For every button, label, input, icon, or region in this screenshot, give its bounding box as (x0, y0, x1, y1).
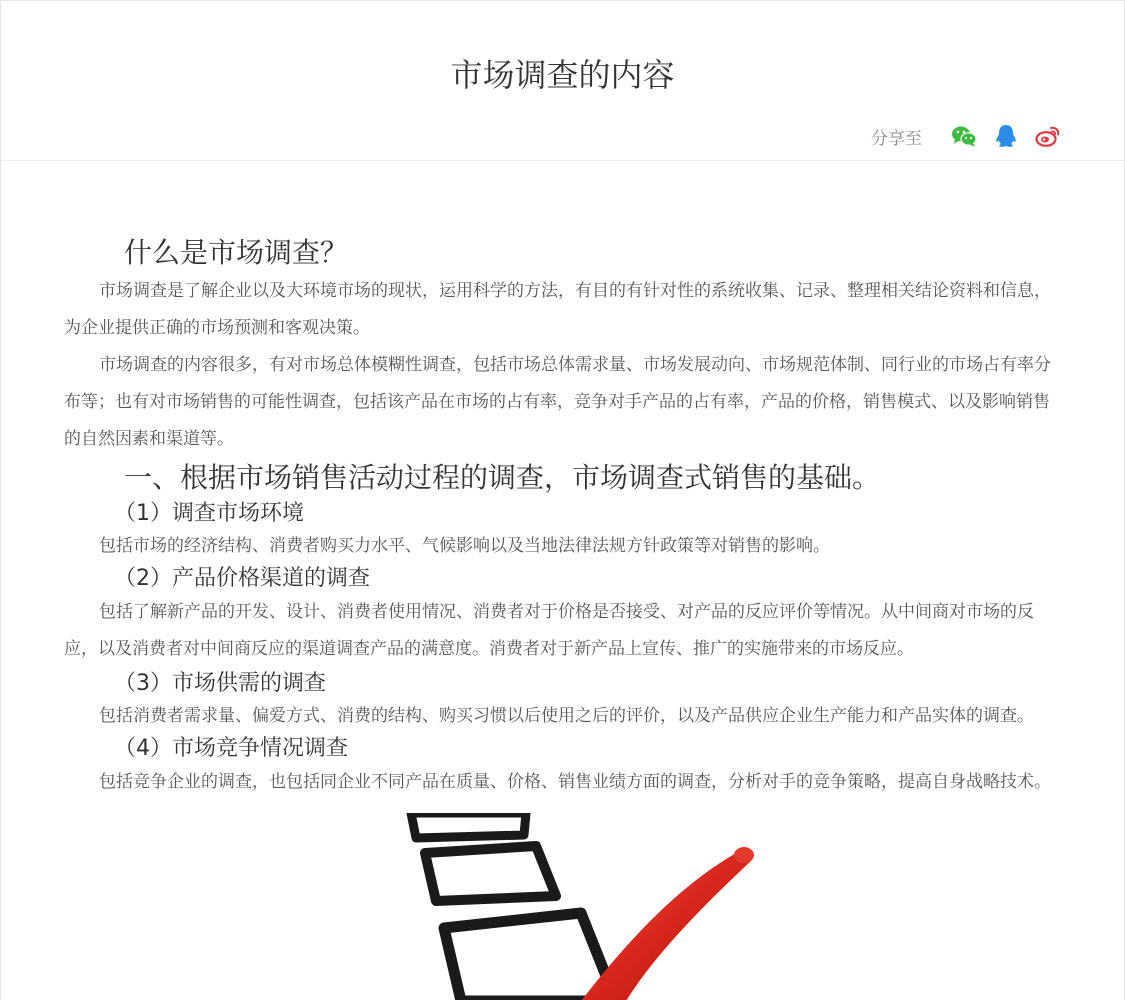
section-heading-process: 一、根据市场销售活动过程的调查，市场调查式销售的基础。 (124, 461, 881, 494)
item-text-price-channel: 包括了解新产品的开发、设计、消费者使用情况、消费者对于价格是否接受、对产品的反应评价等情况。从中间商对市场的反应，以及消费者对中间商反应的渠道调查产品的满意度。消费者对于新产品上宣传、推广的实施带来的市场反应。 (64, 602, 1034, 659)
item-text-environment: 包括市场的经济结构、消费者购买力水平、气候影响以及当地法律法规方针政策等对销售的影响。 (99, 536, 830, 556)
wechat-icon[interactable] (950, 122, 978, 150)
item-text-competition: 包括竞争企业的调查，也包括同企业不同产品在质量、价格、销售业绩方面的调查，分析对手的竞争策略，提高自身战略技术。 (99, 772, 1051, 792)
item-heading-supply-demand: （3）市场供需的调查 (114, 671, 326, 696)
share-bar (871, 121, 1062, 151)
item-heading-environment: （1）调查市场环境 (114, 501, 304, 526)
paragraph-contents: 市场调查的内容很多，有对市场总体模糊性调查，包括市场总体需求量、市场发展动向、市场规范体制、同行业的市场占有率分布等；也有对市场销售的可能性调查，包括该产品在市场的占有率，竞争对手产品的占有率，产品的价格，销售模式、以及影响销售的自然因素和渠道等。 (64, 355, 1051, 449)
article-header (1, 1, 1124, 161)
item-text-supply-demand: 包括消费者需求量、偏爱方式、消费的结构、购买习惯以后使用之后的评价，以及产品供应企业生产能力和产品实体的调查。 (99, 706, 1034, 726)
item-heading-price-channel: （2）产品价格渠道的调查 (114, 566, 370, 591)
weibo-icon[interactable] (1034, 122, 1062, 150)
page-title: 市场调查的内容 (450, 56, 675, 94)
section-heading-what-is: 什么是市场调查？ (124, 236, 349, 269)
article-body (64, 233, 1064, 801)
share-label: 分享至 (871, 128, 922, 149)
checklist-checkmark-illustration (326, 813, 806, 1000)
item-heading-competition: （4）市场竞争情况调查 (114, 736, 348, 761)
qq-icon[interactable] (992, 122, 1020, 150)
paragraph-definition: 市场调查是了解企业以及大环境市场的现状，运用科学的方法，有目的有针对性的系统收集、记录、整理相关结论资料和信息，为企业提供正确的市场预测和客观决策。 (64, 281, 1051, 338)
